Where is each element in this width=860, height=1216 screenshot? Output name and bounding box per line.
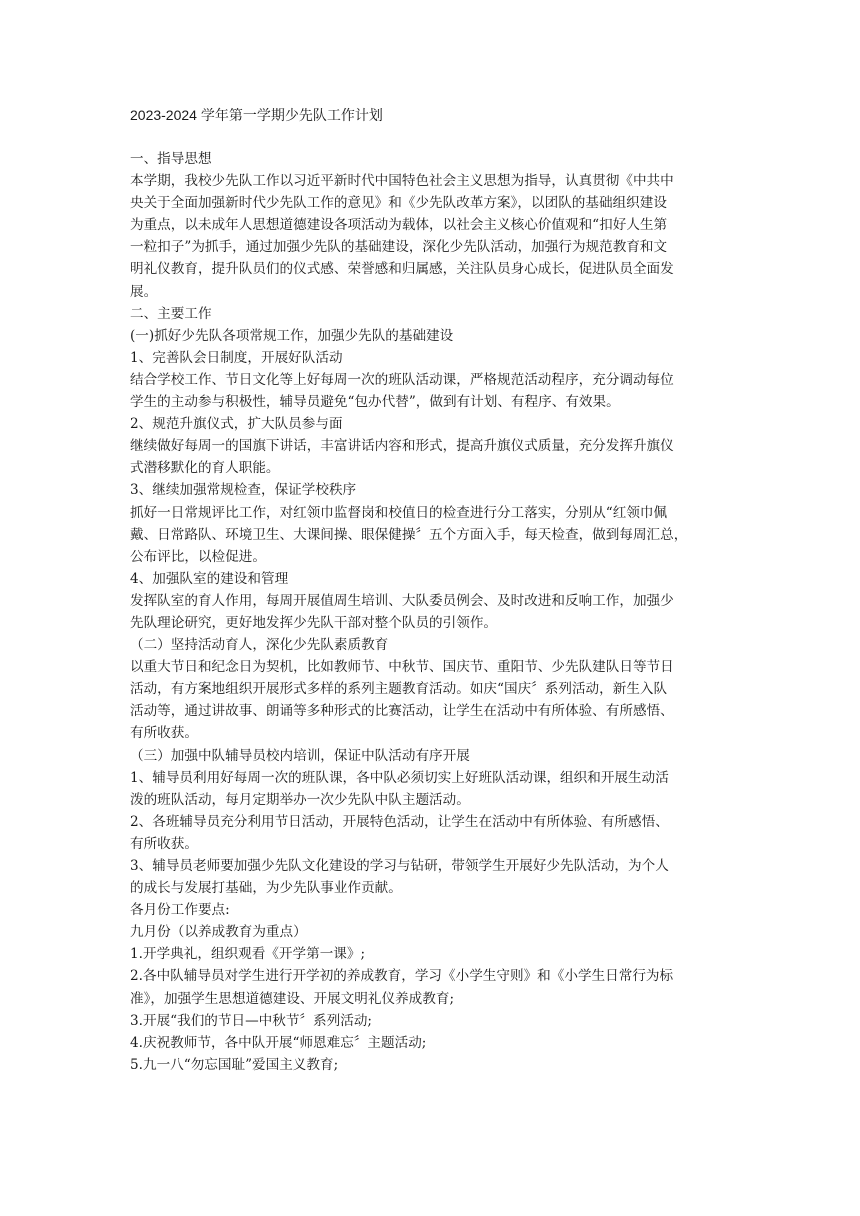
document-line: 活动等，通过讲故事、朗诵等多种形式的比赛活动，让学生在活动中有所体验、有所感悟、: [130, 703, 674, 720]
document-line: 展。: [130, 283, 158, 300]
document-line: 本学期，我校少先队工作以习近平新时代中国特色社会主义思想为指导，认真贯彻《中共中: [130, 173, 674, 190]
document-line: 以重大节日和纪念日为契机，比如教师节、中秋节、国庆节、重阳节、少先队建队日等节日: [130, 659, 674, 676]
document-title: 2023-2024 学年第一学期少先队工作计划: [130, 107, 383, 123]
document-line: 戴、日常路队、环境卫生、大课间操、眼保健操〞五个方面入手，每天检查，做到每周汇总，: [130, 526, 688, 543]
document-line: 3、继续加强常规检查，保证学校秩序: [130, 482, 357, 499]
document-line: 学生的主动参与积极性，辅导员避免“包办代替”，做到有计划、有程序、有效果。: [130, 394, 620, 411]
document-line: （二）坚持活动育人，深化少先队素质教育: [130, 637, 389, 654]
document-line: 一、指导思想: [130, 151, 212, 167]
document-line: 的成长与发展打基础，为少先队事业作贡献。: [130, 880, 402, 897]
document-line: 3.开展“我们的节日—中秋节〞系列活动;: [130, 1012, 372, 1029]
document-line: 2、规范升旗仪式，扩大队员参与面: [130, 416, 343, 433]
document-line: 有所收获。: [130, 835, 198, 852]
document-line: 泼的班队活动，每月定期举办一次少先队中队主题活动。: [130, 791, 470, 808]
document-line: 4.庆祝教师节，各中队开展“师恩难忘〞主题活动;: [130, 1034, 427, 1051]
document-line: 准》，加强学生思想道德建设、开展文明礼仪养成教育;: [130, 990, 455, 1007]
document-line: 公布评比，以检促进。: [130, 548, 266, 565]
document-line: 2.各中队辅导员对学生进行开学初的养成教育，学习《小学生守则》和《小学生日常行为标: [130, 968, 674, 985]
document-line: 有所收获。: [130, 725, 198, 742]
document-line: 继续做好每周一的国旗下讲话，丰富讲话内容和形式，提高升旗仪式质量，充分发挥升旗仪: [130, 438, 674, 455]
document-line: 2、各班辅导员充分利用节日活动，开展特色活动，让学生在活动中有所体验、有所感悟、: [130, 813, 669, 830]
document-line: 为重点，以未成年人思想道德建设各项活动为载体，以社会主义核心价值观和“扣好人生第: [130, 217, 668, 234]
document-line: 3、辅导员老师要加强少先队文化建设的学习与钻研，带领学生开展好少先队活动，为个人: [130, 858, 669, 874]
document-line: 发挥队室的育人作用，每周开展值周生培训、大队委员例会、及时改进和反响工作，加强少: [130, 592, 674, 609]
document-line: (一)抓好少先队各项常规工作，加强少先队的基础建设: [130, 327, 454, 344]
document-line: 式潜移默化的育人职能。: [130, 460, 280, 477]
document-line: 活动，有方案地组织开展形式多样的系列主题教育活动。如庆“国庆〞系列活动，新生入队: [130, 681, 668, 698]
document-line: 抓好一日常规评比工作，对红领巾监督岗和校值日的检查进行分工落实，分别从“红领巾佩: [130, 504, 668, 521]
document-line: 明礼仪教育，提升队员们的仪式感、荣誉感和归属感，关注队员身心成长，促进队员全面发: [130, 261, 674, 278]
document-line: 1、辅导员利用好每周一次的班队课，各中队必须切实上好班队活动课，组织和开展生动活: [130, 769, 669, 786]
document-page: [130, 104, 730, 1076]
document-line: 一粒扣子”为抓手，通过加强少先队的基础建设，深化少先队活动，加强行为规范教育和文: [130, 239, 668, 256]
document-line: 二、主要工作: [130, 305, 212, 322]
document-line: 先队理论研究，更好地发挥少先队干部对整个队员的引领作。: [130, 614, 498, 631]
document-line: 结合学校工作、节日文化等上好每周一次的班队活动课，严格规范活动程序，充分调动每位: [130, 371, 674, 388]
document-line: 各月份工作要点:: [130, 902, 230, 919]
document-line: 5.九一八“勿忘国耻”爱国主义教育;: [130, 1056, 339, 1073]
document-line: 4、加强队室的建设和管理: [130, 570, 289, 587]
document-line: 1.开学典礼，组织观看《开学第一课》;: [130, 946, 366, 963]
document-line: 九月份（以养成教育为重点）: [130, 924, 307, 941]
document-line: （三）加强中队辅导员校内培训，保证中队活动有序开展: [130, 747, 470, 764]
document-body: [130, 148, 730, 1076]
document-line: 1、完善队会日制度，开展好队活动: [130, 349, 343, 366]
document-line: 央关于全面加强新时代少先队工作的意见》和《少先队改革方案》，以团队的基础组织建设: [130, 195, 667, 212]
